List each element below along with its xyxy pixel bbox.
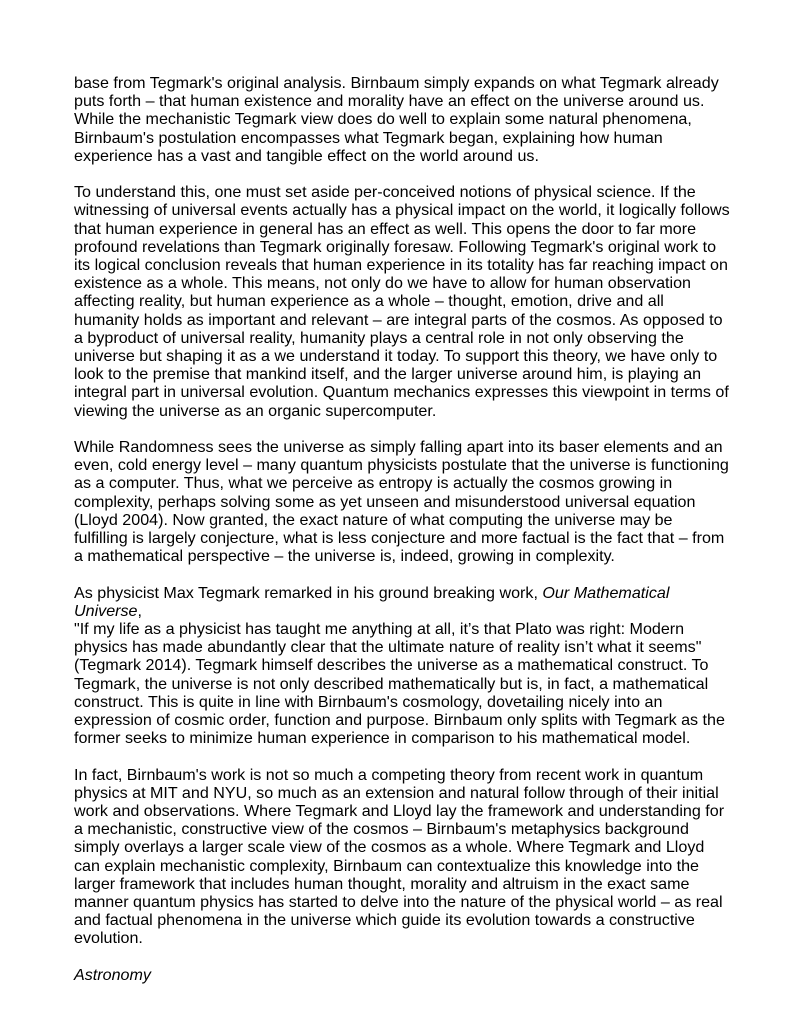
tegmark-intro-text: As physicist Max Tegmark remarked in his ground breaking work,: [74, 583, 543, 602]
paragraph-birnbaum-extension: In fact, Birnbaum's work is not so much a competing theory from recent work in quantum physics at MIT and NYU, so much as an extension and natural follow through of their initial work and observations. Where Tegmark and Lloyd lay the framework and understanding for a mechanistic, constructive view of the cosmos – Birnbaum's metaphysics background simply overlays a larger scale view of the cosmos as a whole. Where Tegmark and Lloyd can explain mechanistic complexity, Birnbaum can contextualize this knowledge into the larger framework that includes human thought, morality and altruism in the exact same manner quantum physics has started to delve into the nature of the physical world – as real and factual phenomena in the universe which guide its evolution towards a constructive evolution.: [74, 765, 725, 948]
paragraph-plato-quote: "If my life as a physicist has taught me anything at all, it’s that Plato was right: Modern physics has made abundantly clear that the ultimate nature of reality isn’t what it seems" (Tegmark 2014). Tegmark himself describes the universe as a mathematical construct. To Tegmark, the universe is not only described mathematically but is, in fact, a mathematical construct. This is quite in line with Birnbaum's cosmology, dovetailing nicely into an expression of cosmic order, function and purpose. Birnbaum only splits with Tegmark as the former seeks to minimize human experience in comparison to his mathematical model.: [74, 620, 725, 748]
tegmark-intro-end: ,: [137, 601, 142, 620]
section-heading-wrapper: [74, 966, 730, 984]
book-title: Our Mathematical Universe: [74, 583, 670, 620]
document-page: [74, 74, 730, 984]
paragraph-human-experience: To understand this, one must set aside per-conceived notions of physical science. If the witnessing of universal events actually has a physical impact on the world, it logically follows that human experience in general has an effect as well. This opens the door to far more profound revelations than Tegmark originally foresaw. Following Tegmark's original work to its logical conclusion reveals that human experience in its totality has far reaching impact on existence as a whole. This means, not only do we have to allow for human observation affecting reality, but human experience as a whole – thought, emotion, drive and all humanity holds as important and relevant – are integral parts of the cosmos. As opposed to a byproduct of universal reality, humanity plays a central role in not only observing the universe but shaping it as a we understand it today. To support this theory, we have only to look to the premise that mankind itself, and the larger universe around him, is playing an integral part in universal evolution. Quantum mechanics expresses this viewpoint in terms of viewing the universe as an organic supercomputer.: [74, 183, 730, 420]
paragraph-tegmark-intro: [74, 584, 730, 620]
section-heading: Astronomy: [74, 965, 151, 984]
paragraph-randomness: While Randomness sees the universe as simply falling apart into its baser elements and an even, cold energy level – many quantum physicists postulate that the universe is functioning as a computer. Thus, what we perceive as entropy is actually the cosmos growing in complexity, perhaps solving some as yet unseen and misunderstood universal equation (Lloyd 2004). Now granted, the exact nature of what computing the universe may be fulfilling is largely conjecture, what is less conjecture and more factual is the fact that – from a mathematical perspective – the universe is, indeed, growing in complexity.: [74, 438, 729, 566]
paragraph-tegmark-analysis: base from Tegmark's original analysis. Birnbaum simply expands on what Tegmark already puts forth – that human existence and morality have an effect on the universe around us. While the mechanistic Tegmark view does do well to explain some natural phenomena, Birnbaum's postulation encompasses what Tegmark began, explaining how human experience has a vast and tangible effect on the world around us.: [74, 74, 719, 165]
